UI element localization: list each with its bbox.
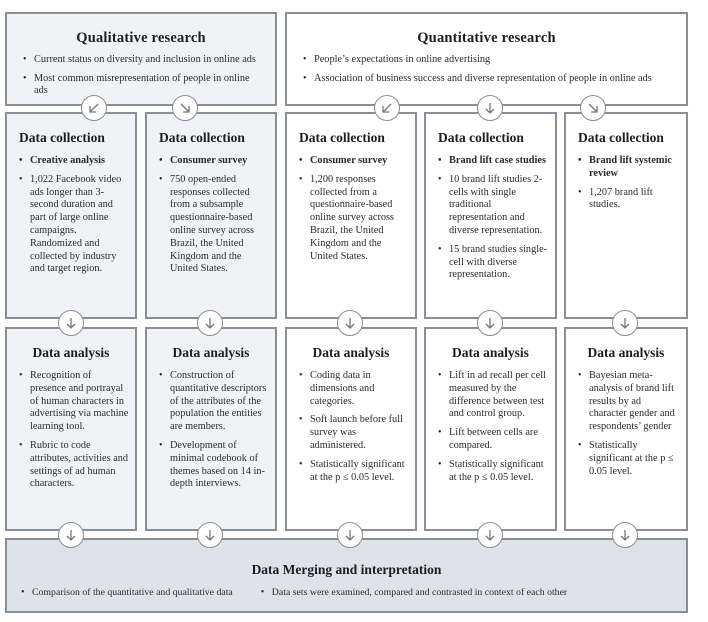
arrow-down-icon [477, 310, 503, 336]
data-analysis-box-4 [424, 327, 557, 531]
data-collection-box-1 [5, 112, 137, 319]
bullet-item: • Lift between cells are compared. [438, 427, 549, 453]
data-analysis-title: Data analysis [312, 345, 390, 360]
data-analysis-box-2 [145, 327, 277, 531]
data-analysis-bullets [299, 370, 409, 484]
data-merging-box [5, 538, 688, 613]
data-collection-title: Data collection [159, 130, 245, 145]
data-collection-title: Data collection [438, 130, 524, 145]
bullet-item: • Bayesian meta-analysis of brand lift results by ad character gender and respondents’ gender [578, 370, 680, 434]
data-analysis-bullets [438, 370, 549, 484]
data-merging-title: Data Merging and interpretation [251, 562, 442, 577]
arrow-down-icon [477, 522, 503, 548]
bullet-item: • People’s expectations in online advertising [303, 54, 672, 66]
bullet-item: • Rubric to code attributes, activities and settings of ad human characters. [19, 440, 129, 491]
data-collection-title: Data collection [578, 130, 664, 145]
data-analysis-bullets [159, 370, 269, 491]
bullet-item: • 15 brand studies single-cell with diverse representation. [438, 244, 549, 282]
bullet-item: • 750 open-ended responses collected from a subsample questionnaire-based online survey across Brazil, the United Kingdom and the United States. [159, 174, 269, 276]
qualitative-research-box [5, 12, 277, 106]
arrow-down-right-icon [580, 95, 606, 121]
data-collection-bullets [438, 155, 549, 282]
data-analysis-bullets [19, 370, 129, 491]
arrow-down-icon [477, 95, 503, 121]
method-label: • Consumer survey [159, 155, 269, 168]
arrow-down-icon [197, 310, 223, 336]
bullet-item: • Development of minimal codebook of themes based on 14 in-depth interviews. [159, 440, 269, 491]
data-collection-box-5 [564, 112, 688, 319]
bullet-item: • Statistically significant at the p ≤ 0.05 level. [578, 440, 680, 478]
bullet-item: • Construction of quantitative descriptors of the attributes of the population the entities are members. [159, 370, 269, 434]
data-collection-title: Data collection [299, 130, 385, 145]
data-analysis-box-1 [5, 327, 137, 531]
method-label: • Brand lift systemic review [578, 155, 680, 181]
bullet-item: • Current status on diversity and inclusion in online ads [23, 54, 261, 66]
arrow-down-icon [612, 522, 638, 548]
arrow-down-icon [197, 522, 223, 548]
arrow-down-left-icon [374, 95, 400, 121]
bullet-item: • Statistically significant at the p ≤ 0.05 level. [438, 459, 549, 485]
bullet-item: • Data sets were examined, compared and contrasted in context of each other [261, 587, 567, 598]
data-merging-bullets [21, 587, 686, 598]
method-label: • Creative analysis [19, 155, 129, 168]
bullet-item: • Association of business success and diverse representation of people in online ads [303, 73, 672, 85]
data-analysis-title: Data analysis [587, 345, 665, 360]
bullet-item: • Comparison of the quantitative and qualitative data [21, 587, 233, 598]
arrow-down-icon [58, 522, 84, 548]
data-collection-bullets [159, 155, 269, 276]
data-collection-box-4 [424, 112, 557, 319]
quantitative-research-bullets [303, 54, 672, 85]
data-collection-bullets [19, 155, 129, 276]
arrow-down-icon [337, 522, 363, 548]
method-label: • Brand lift case studies [438, 155, 549, 168]
data-analysis-box-3 [285, 327, 417, 531]
data-collection-title: Data collection [19, 130, 105, 145]
bullet-item: • Most common misrepresentation of people in online ads [23, 73, 261, 97]
qualitative-research-title: Qualitative research [76, 30, 206, 46]
quantitative-research-box [285, 12, 688, 106]
bullet-item: • 10 brand lift studies 2-cells with single traditional representation and diverse representation. [438, 174, 549, 238]
bullet-item: • Coding data in dimensions and categories. [299, 370, 409, 408]
data-analysis-title: Data analysis [172, 345, 250, 360]
data-collection-bullets [299, 155, 409, 263]
data-analysis-title: Data analysis [452, 345, 529, 360]
bullet-item: • 1,207 brand lift studies. [578, 187, 680, 213]
data-collection-box-3 [285, 112, 417, 319]
bullet-item: • 1,200 responses collected from a questionnaire-based online survey across Brazil, the United Kingdom and the United States. [299, 174, 409, 264]
arrow-down-left-icon [81, 95, 107, 121]
data-analysis-box-5 [564, 327, 688, 531]
bullet-item: • Soft launch before full survey was administered. [299, 414, 409, 452]
bullet-item: • Recognition of presence and portrayal of human characters in advertising via machine learning tool. [19, 370, 129, 434]
quantitative-research-title: Quantitative research [417, 30, 556, 46]
arrow-down-icon [337, 310, 363, 336]
qualitative-research-bullets [23, 54, 261, 97]
bullet-item: • Lift in ad recall per cell measured by the difference between test and control group. [438, 370, 549, 421]
data-collection-bullets [578, 155, 680, 212]
bullet-item: • 1,022 Facebook video ads longer than 3-second duration and part of large online campaigns. Randomized and collected by industry and target region. [19, 174, 129, 276]
arrow-down-icon [612, 310, 638, 336]
method-label: • Consumer survey [299, 155, 409, 168]
arrow-down-right-icon [172, 95, 198, 121]
arrow-down-icon [58, 310, 84, 336]
data-collection-box-2 [145, 112, 277, 319]
bullet-item: • Statistically significant at the p ≤ 0.05 level. [299, 459, 409, 485]
data-analysis-bullets [578, 370, 680, 478]
data-analysis-title: Data analysis [32, 345, 110, 360]
